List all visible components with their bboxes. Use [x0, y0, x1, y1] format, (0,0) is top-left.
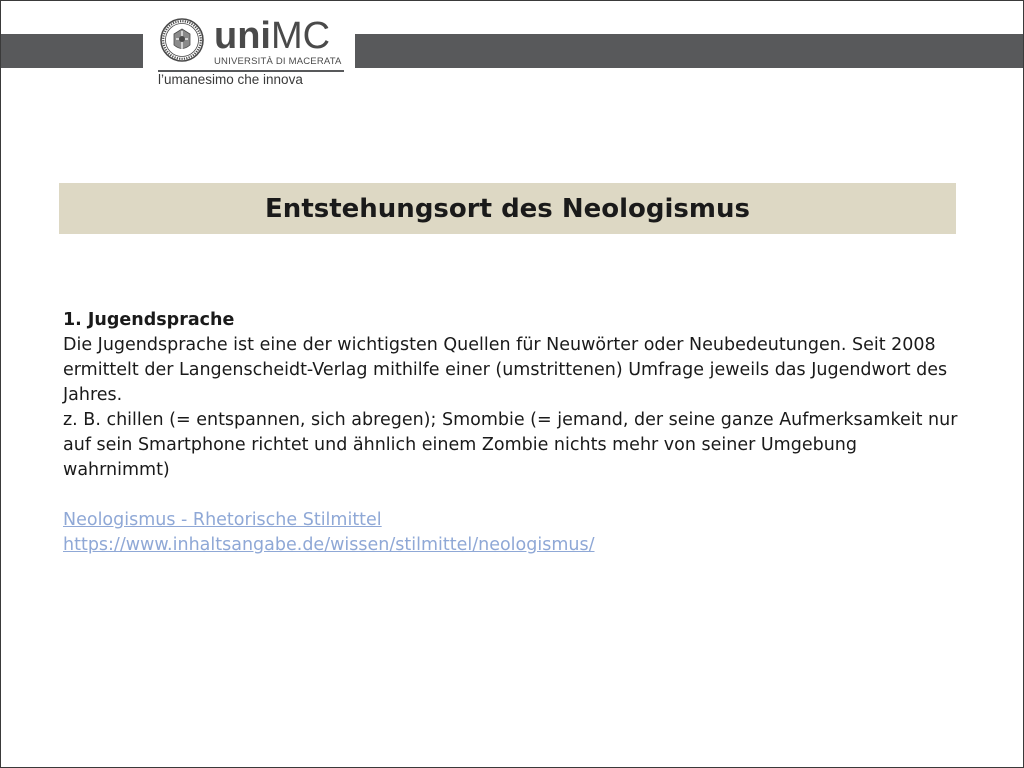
spacer — [63, 483, 963, 508]
brand-mc: MC — [270, 15, 331, 57]
university-seal-icon — [160, 18, 204, 62]
brand-wordmark — [214, 15, 330, 57]
example-paragraph: z. B. chillen (= entspannen, sich abregen); Smombie (= jemand, der seine ganze Aufmerksamkeit nur auf sein Smartphone richtet und ähnlich einem Zombie nichts mehr von seiner Umgebung wahrnimmt) — [63, 410, 958, 480]
university-logo — [158, 15, 344, 91]
section-heading: 1. Jugendsprache — [63, 310, 235, 330]
header-bar-left — [1, 34, 143, 68]
slide-content — [63, 308, 963, 558]
slide-title: Entstehungsort des Neologismus — [265, 193, 750, 224]
body-paragraph: Die Jugendsprache ist eine der wichtigsten Quellen für Neuwörter oder Neubedeutungen. Seit 2008 ermittelt der Langenscheidt-Verlag mithilfe einer (umstrittenen) Umfrage jeweils das Jugendwort des Jahres. — [63, 335, 948, 405]
source-link-title[interactable]: Neologismus - Rhetorische Stilmittel — [63, 510, 382, 530]
title-bar — [59, 183, 956, 234]
header-bar-right — [355, 34, 1023, 68]
source-link-url[interactable]: https://www.inhaltsangabe.de/wissen/stilmittel/neologismus/ — [63, 535, 595, 555]
brand-uni: uni — [214, 15, 271, 57]
logo-tagline: l’umanesimo che innova — [158, 72, 303, 87]
university-name: UNIVERSITÀ DI MACERATA — [214, 56, 342, 67]
